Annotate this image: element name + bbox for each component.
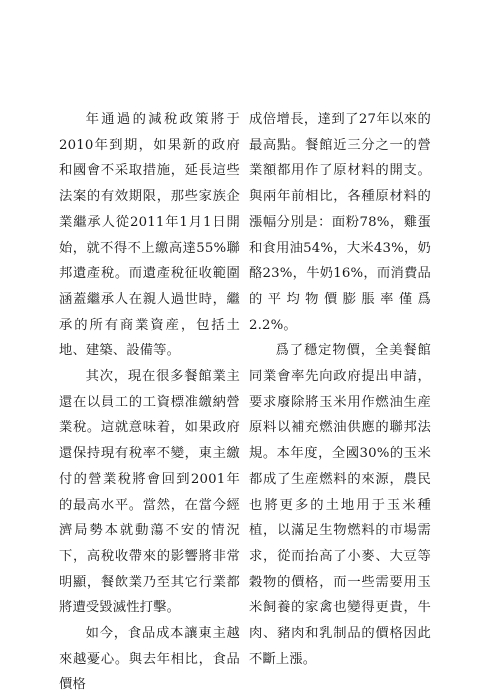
right-column (249, 107, 431, 672)
paragraph: 爲了穩定物價，全美餐館同業會率先向政府提出申請，要求廢除將玉米用作燃油生産原料以補充燃油供應的聯邦法規。本年度，全國30%的玉米都成了生産燃料的來源，農民也將更多的土地用于玉米種植，以滿足生物燃料的市場需求，從而抬高了小麥、大豆等穀物的價格，而一些需要用玉米飼養的家禽也變得更貴，牛肉、豬肉和乳制品的價格因此不斷上漲。 (249, 343, 431, 667)
paragraph-continued: 成倍增長，達到了27年以來的最高點。餐館近三分之一的營業額都用作了原材料的開支。與兩年前相比，各種原材料的漲幅分別是：面粉78%，雞蛋和食用油54%，大米43%，奶酪23%，牛奶16%，而消費品的平均物價膨脹率僅爲2.2%。 (249, 112, 431, 333)
paragraph: 年通過的減稅政策將于2010年到期，如果新的政府和國會不采取措施，延長這些法案的有效期限，那些家族企業繼承人從2011年1月1日開始，就不得不上繳高達55%聯邦遺產稅。而遺產稅征收範圍涵蓋繼承人在親人過世時，繼承的所有商業資産，包括土地、建築、設備等。 (59, 112, 240, 359)
paragraph: 其次，現在很多餐館業主還在以員工的工資標准繳納營業稅。這就意味着，如果政府還保持現有稅率不變，東主繳付的營業稅將會回到2001年的最高水平。當然，在當今經濟局勢本就動蕩不安的情況下，高稅收帶來的影響將非常明顯，餐飲業乃至其它行業都將遭受毀滅性打擊。 (59, 369, 240, 616)
paragraph: 如今，食品成本讓東主越來越憂心。與去年相比，食品價格 (59, 626, 240, 693)
left-column (59, 107, 240, 698)
